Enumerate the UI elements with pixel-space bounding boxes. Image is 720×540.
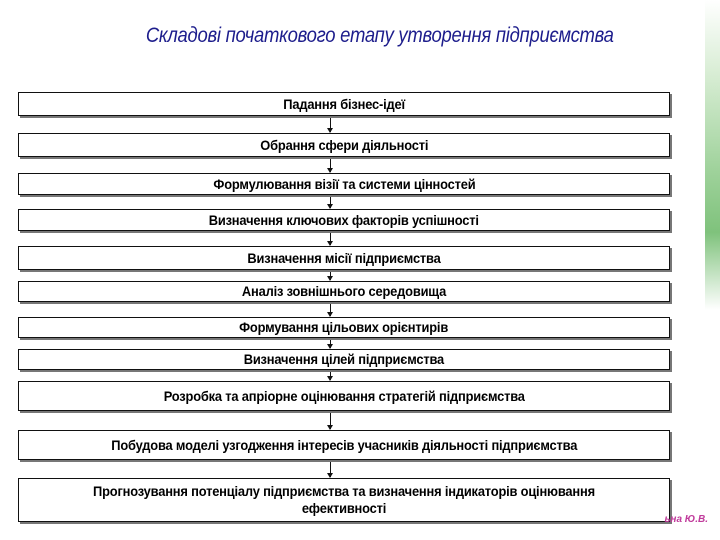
arrow-8	[330, 372, 331, 380]
arrow-4	[330, 233, 331, 245]
arrow-2	[330, 159, 331, 172]
step-label-6: Аналіз зовнішнього середовища	[241, 283, 447, 299]
arrow-5	[330, 272, 331, 280]
step-label-7: Формування цільових орієнтирів	[239, 319, 449, 335]
arrow-6	[330, 304, 331, 316]
step-label-1: Падання бізнес-ідеї	[283, 95, 405, 112]
step-label-4: Визначення ключових факторів успішності	[208, 211, 480, 228]
step-label-11: Прогнозування потенціалу підприємства та визначення індикаторів оцінювання ефективності	[93, 483, 595, 516]
step-box-5	[18, 246, 670, 270]
step-box-7	[18, 317, 670, 338]
step-box-4	[18, 209, 670, 231]
arrow-1	[330, 118, 331, 132]
step-label-3: Формулювання візії та системи цінностей	[212, 175, 476, 192]
step-box-2	[18, 133, 670, 157]
arrow-7	[330, 340, 331, 348]
step-box-8	[18, 349, 670, 370]
arrow-3	[330, 197, 331, 208]
step-box-3	[18, 173, 670, 195]
step-box-11	[18, 478, 670, 522]
step-box-6	[18, 281, 670, 302]
step-label-2: Обрання сфери діяльності	[260, 136, 428, 153]
step-label-5: Визначення місії підприємства	[247, 249, 441, 266]
author-credit: ьна Ю.В.	[664, 514, 708, 525]
step-box-10	[18, 430, 670, 460]
step-box-1	[18, 92, 670, 116]
page-title: Складові початкового етапу утворення підприємства	[145, 24, 614, 47]
step-label-9: Розробка та апріорне оцінювання стратегій підприємства	[163, 387, 525, 404]
step-box-9	[18, 381, 670, 411]
step-label-8: Визначення цілей підприємства	[243, 351, 445, 367]
arrow-10	[330, 462, 331, 477]
step-label-10: Побудова моделі узгодження інтересів учасників діяльності підприємства	[111, 436, 577, 453]
arrow-9	[330, 413, 331, 429]
